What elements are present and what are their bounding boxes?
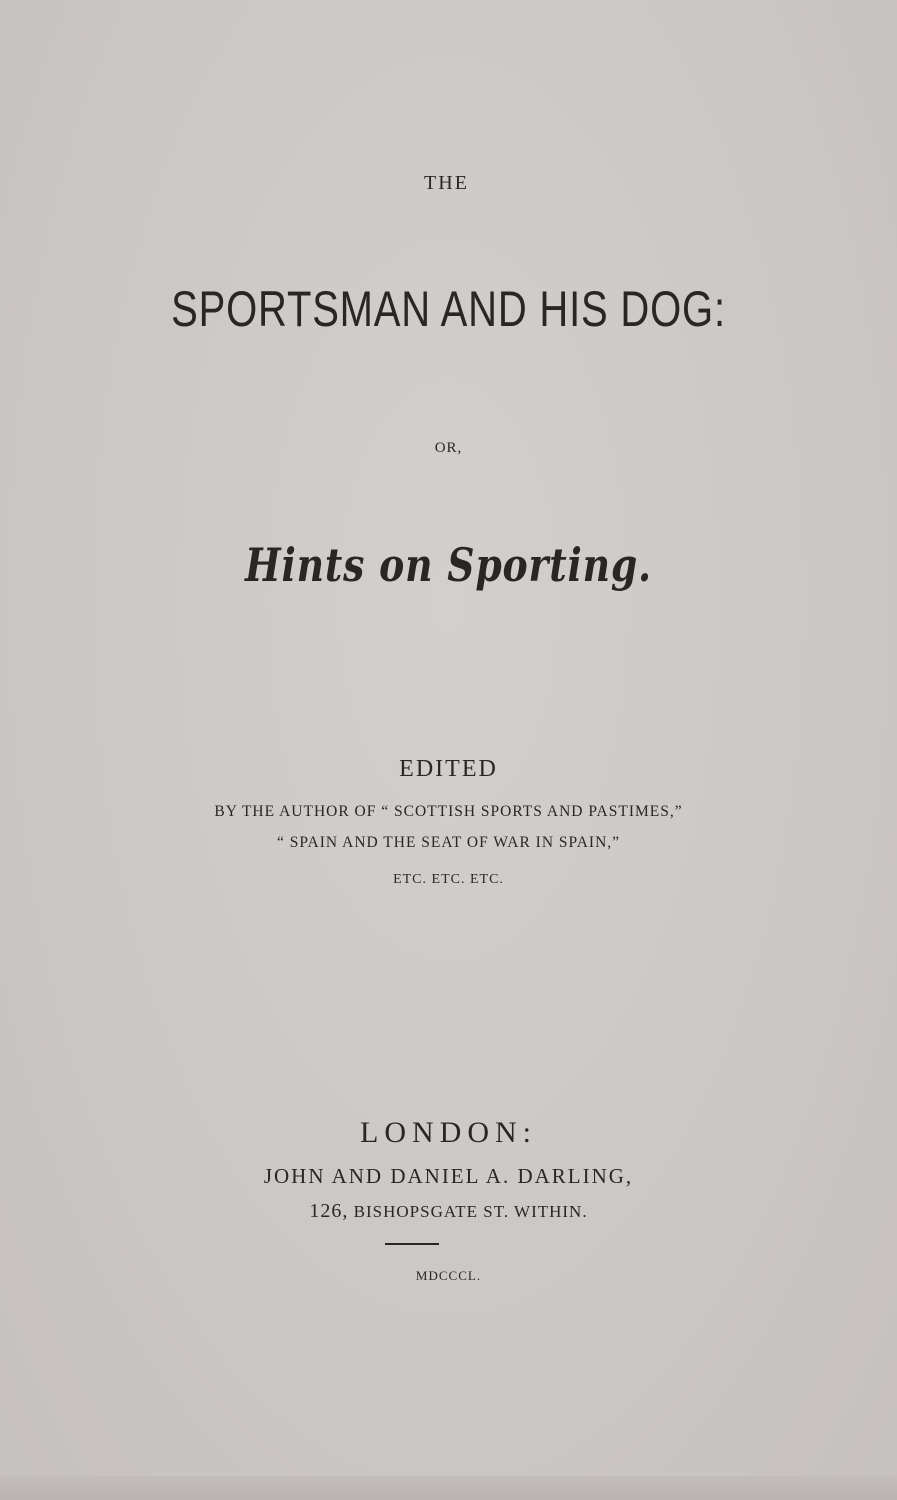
title-article: THE (424, 172, 469, 194)
byline-line-1: BY THE AUTHOR OF “ SCOTTISH SPORTS AND PASTIMES,” (214, 803, 683, 820)
book-subtitle: Hints on Sporting. (244, 538, 652, 592)
publisher-address (0, 1200, 897, 1223)
title-conjunction: OR, (434, 440, 463, 456)
page-bottom-edge (0, 1476, 897, 1500)
publication-city: LONDON: (360, 1116, 537, 1149)
byline-line-3: ETC. ETC. ETC. (393, 872, 504, 887)
edited-label: EDITED (399, 756, 498, 782)
book-title: SPORTSMAN AND HIS DOG: (171, 281, 726, 337)
publication-date: MDCCCL. (415, 1268, 482, 1283)
address-street: BISHOPSGATE ST. WITHIN. (353, 1202, 588, 1221)
address-number: 126, (309, 1200, 349, 1222)
byline-line-2: “ SPAIN AND THE SEAT OF WAR IN SPAIN,” (276, 834, 621, 851)
divider-rule (385, 1243, 439, 1245)
publisher-name: JOHN AND DANIEL A. DARLING, (263, 1164, 634, 1188)
